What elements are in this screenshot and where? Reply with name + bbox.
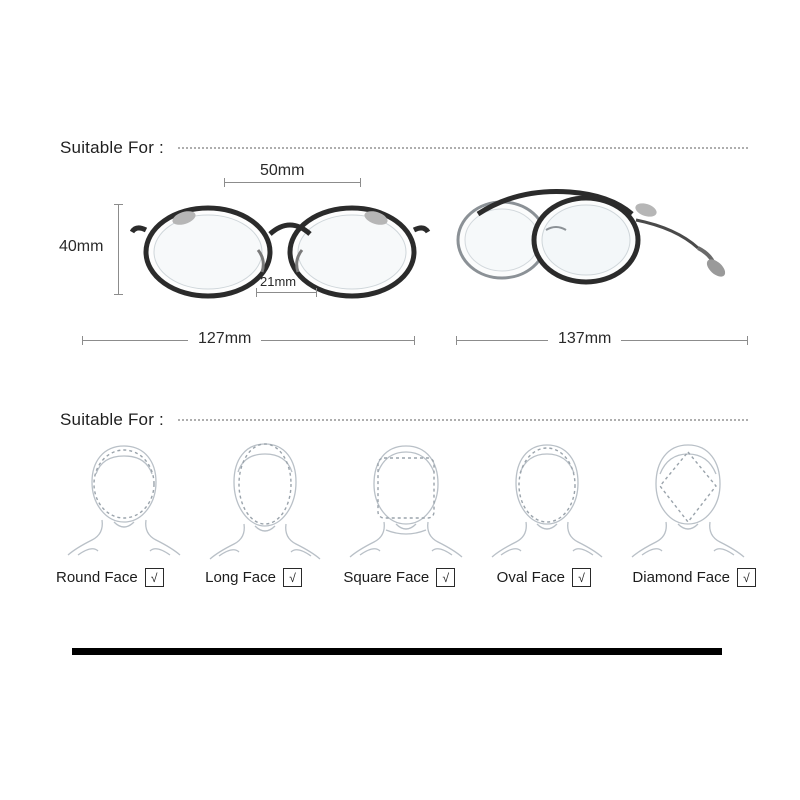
section-title: Suitable For : (60, 410, 164, 429)
face-label-square (343, 568, 455, 587)
lens-height-cap-top (114, 204, 123, 205)
face-checkbox-diamond[interactable]: √ (737, 568, 756, 587)
temple-length-cap-left (456, 336, 457, 345)
lens-width-cap-left (224, 178, 225, 187)
bridge-cap-right (316, 288, 317, 297)
face-illustration-long (197, 438, 333, 563)
glasses-measurement-diagram (59, 162, 748, 372)
lens-width-label: 50mm (260, 162, 305, 179)
bridge-cap-left (256, 288, 257, 297)
bottom-divider-bar (72, 648, 722, 655)
lens-height-line (118, 204, 119, 294)
temple-length-label: 137mm (548, 330, 621, 348)
frame-width-cap-left (82, 336, 83, 345)
face-shape-labels (56, 568, 756, 587)
dotted-divider (178, 419, 748, 422)
face-label-text: Oval Face (496, 569, 566, 586)
face-label-round (56, 568, 164, 587)
face-illustration-oval (479, 438, 615, 563)
face-label-long (205, 568, 302, 587)
face-shape-illustrations (56, 438, 756, 563)
lens-width-cap-right (360, 178, 361, 187)
face-illustration-diamond (620, 438, 756, 563)
frame-width-cap-right (414, 336, 415, 345)
oval-face-icon (479, 438, 615, 563)
face-illustration-square (338, 438, 474, 563)
face-checkbox-oval[interactable]: √ (572, 568, 591, 587)
bridge-width-line (256, 292, 316, 293)
glasses-side-svg (450, 178, 730, 298)
face-label-text: Long Face (205, 569, 276, 586)
face-label-text: Diamond Face (632, 569, 730, 586)
lens-width-line (224, 182, 360, 183)
round-face-icon (56, 438, 192, 563)
face-checkbox-round[interactable]: √ (145, 568, 164, 587)
diamond-face-icon (620, 438, 756, 563)
face-label-text: Round Face (56, 569, 138, 586)
face-checkbox-long[interactable]: √ (283, 568, 302, 587)
section-title: Suitable For : (60, 138, 164, 157)
long-face-icon (197, 438, 333, 563)
face-illustration-round (56, 438, 192, 563)
face-label-diamond (632, 568, 756, 587)
glasses-side-view (450, 178, 730, 298)
lens-height-label: 40mm (59, 238, 104, 255)
face-label-oval (497, 568, 591, 587)
temple-length-cap-right (747, 336, 748, 345)
face-label-text: Square Face (343, 569, 430, 586)
section-heading-specs (60, 138, 748, 158)
bridge-width-label: 21mm (260, 274, 297, 289)
square-face-icon (338, 438, 474, 563)
section-heading-faces (60, 410, 748, 430)
dotted-divider (178, 147, 748, 150)
face-checkbox-square[interactable]: √ (436, 568, 455, 587)
frame-width-label: 127mm (188, 330, 261, 348)
lens-height-cap-bottom (114, 294, 123, 295)
